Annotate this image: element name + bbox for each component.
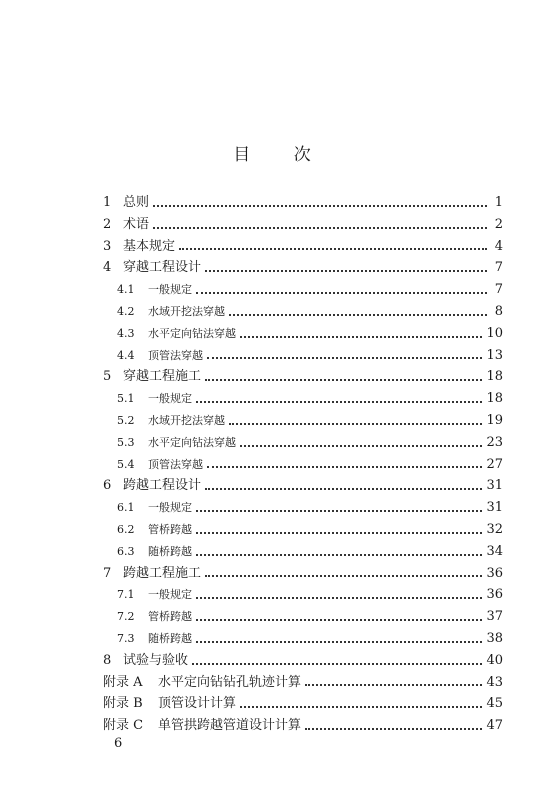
toc-entry-label: 顶管设计计算 [158, 696, 237, 712]
toc-entry-page: 13 [486, 347, 503, 363]
toc-entry-label: 单管拱跨越管道设计计算 [158, 718, 302, 734]
toc-entry-page: 19 [486, 412, 503, 428]
dot-leader [153, 197, 487, 207]
toc-entry-page: 1 [494, 195, 503, 210]
toc-entry-label: 一般规定 [148, 501, 192, 515]
toc-entry-page: 37 [486, 609, 503, 625]
dot-leader [240, 437, 482, 447]
dot-leader [205, 262, 487, 272]
toc-entry-page: 36 [486, 587, 503, 603]
toc-entry-page: 7 [494, 282, 503, 298]
dot-leader [196, 611, 482, 621]
toc-entry-page: 18 [486, 391, 503, 407]
toc-entry-number: 6 [103, 478, 112, 494]
toc-entry [103, 257, 503, 279]
toc-entry-label: 水域开挖法穿越 [148, 413, 225, 427]
toc-entry-page: 32 [486, 521, 503, 537]
toc-entry-page: 7 [494, 260, 503, 276]
toc-entry-label: 跨越工程设计 [123, 478, 202, 494]
dot-leader [305, 676, 482, 686]
dot-leader [196, 502, 482, 512]
toc-entry-label: 试验与验收 [123, 652, 189, 668]
dot-leader [196, 589, 482, 599]
dot-leader [207, 458, 482, 468]
toc-entry-number: 附录 A [103, 674, 143, 690]
toc-entry-label: 水平定向钻法穿越 [148, 435, 236, 449]
dot-leader [196, 284, 487, 294]
toc-entry [103, 628, 503, 650]
toc-entry-number: 6.2 [117, 522, 135, 536]
toc-entry [103, 323, 503, 345]
toc-entry-page: 40 [486, 652, 503, 668]
dot-leader [196, 546, 482, 556]
toc-entry-number: 附录 B [103, 696, 143, 712]
toc-entry-label: 穿越工程施工 [123, 369, 202, 385]
toc-entry [103, 454, 503, 476]
toc-entry-label: 随桥跨越 [148, 544, 192, 558]
toc-entry [103, 366, 503, 388]
toc-entry-number: 3 [103, 238, 112, 254]
toc-entry-number: 1 [103, 195, 112, 210]
toc-entry [103, 192, 503, 214]
toc-entry-page: 10 [486, 325, 503, 341]
toc-entry-label: 随桥跨越 [148, 631, 192, 645]
toc-entry-number: 7.3 [117, 631, 135, 645]
toc-entry-label: 管桥跨越 [148, 610, 192, 624]
toc-entry-number: 7.1 [117, 588, 135, 602]
toc-entry [103, 715, 503, 737]
dot-leader [196, 393, 482, 403]
toc-entry-label: 顶管法穿越 [148, 348, 203, 362]
toc-entry-number: 6.1 [117, 501, 135, 515]
toc-entry-number: 5.1 [117, 392, 135, 406]
toc-entry-page: 18 [486, 369, 503, 385]
toc-entry-page: 43 [486, 674, 503, 690]
toc-entry-number: 4.4 [117, 348, 135, 362]
toc-entry [103, 650, 503, 672]
table-of-contents [103, 192, 503, 737]
toc-entry-page: 27 [486, 456, 503, 472]
toc-entry-label: 水域开挖法穿越 [148, 304, 225, 318]
toc-entry-page: 2 [494, 216, 503, 232]
toc-entry-number: 4.3 [117, 326, 135, 340]
toc-entry [103, 475, 503, 497]
dot-leader [196, 633, 482, 643]
toc-entry-number: 4.1 [117, 283, 135, 297]
toc-entry-number: 5.3 [117, 435, 135, 449]
toc-entry [103, 519, 503, 541]
toc-entry-number: 6.3 [117, 544, 135, 558]
dot-leader [229, 306, 487, 316]
toc-entry-label: 水平定向钻法穿越 [148, 326, 236, 340]
toc-title [0, 140, 544, 170]
dot-leader [196, 524, 482, 534]
toc-entry [103, 432, 503, 454]
toc-entry-page: 8 [494, 303, 503, 319]
toc-entry-number: 8 [103, 652, 112, 668]
dot-leader [229, 415, 482, 425]
toc-entry-number: 7 [103, 565, 112, 581]
toc-entry [103, 214, 503, 236]
dot-leader [205, 567, 482, 577]
toc-entry-label: 顶管法穿越 [148, 457, 203, 471]
toc-title-part2: 次 [293, 145, 311, 165]
toc-entry-label: 穿越工程设计 [123, 260, 202, 276]
toc-entry-label: 一般规定 [148, 283, 192, 297]
toc-entry-page: 31 [486, 500, 503, 516]
toc-entry [103, 410, 503, 432]
toc-entry-number: 7.2 [117, 610, 135, 624]
toc-entry-number: 4 [103, 260, 112, 276]
toc-entry-number: 5.2 [117, 413, 135, 427]
toc-entry [103, 584, 503, 606]
dot-leader [153, 219, 487, 229]
toc-entry [103, 672, 503, 694]
toc-entry-number: 2 [103, 216, 112, 232]
toc-entry [103, 541, 503, 563]
toc-entry-number: 5.4 [117, 457, 135, 471]
toc-title-part1: 目 [233, 145, 251, 165]
toc-entry-page: 38 [486, 630, 503, 646]
toc-entry-label: 一般规定 [148, 588, 192, 602]
page-number: 6 [114, 736, 123, 751]
toc-entry-number: 4.2 [117, 304, 135, 318]
dot-leader [240, 328, 482, 338]
toc-entry-page: 34 [486, 543, 503, 559]
toc-entry-page: 4 [494, 238, 503, 254]
toc-entry-number: 附录 C [103, 718, 144, 734]
toc-entry-label: 跨越工程施工 [123, 565, 202, 581]
dot-leader [205, 480, 482, 490]
toc-entry-label: 总则 [123, 195, 150, 210]
toc-entry [103, 388, 503, 410]
toc-entry [103, 497, 503, 519]
toc-entry-label: 基本规定 [123, 238, 176, 254]
toc-entry [103, 693, 503, 715]
toc-entry [103, 345, 503, 367]
dot-leader [207, 349, 482, 359]
dot-leader [205, 371, 482, 381]
dot-leader [305, 720, 482, 730]
toc-entry-page: 31 [486, 478, 503, 494]
toc-entry [103, 301, 503, 323]
toc-entry-label: 一般规定 [148, 392, 192, 406]
toc-entry [103, 279, 503, 301]
dot-leader [192, 655, 482, 665]
toc-entry-label: 管桥跨越 [148, 522, 192, 536]
toc-entry-label: 术语 [123, 216, 150, 232]
dot-leader [179, 240, 487, 250]
toc-entry-page: 36 [486, 565, 503, 581]
toc-entry [103, 606, 503, 628]
toc-entry-number: 5 [103, 369, 112, 385]
dot-leader [240, 698, 482, 708]
toc-entry-page: 47 [486, 718, 503, 734]
toc-entry [103, 236, 503, 258]
toc-entry-label: 水平定向钻钻孔轨迹计算 [158, 674, 302, 690]
toc-entry [103, 563, 503, 585]
toc-entry-page: 23 [486, 434, 503, 450]
toc-entry-page: 45 [486, 696, 503, 712]
